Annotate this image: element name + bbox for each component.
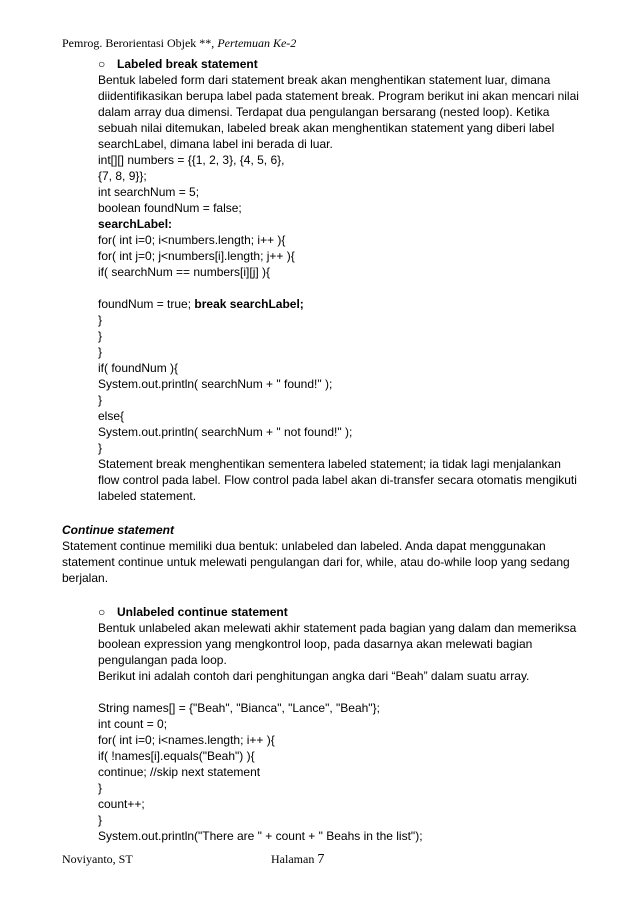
circle-bullet-icon: ○ xyxy=(98,57,106,71)
footer-author: Noviyanto, ST xyxy=(62,852,133,866)
code-line: int count = 0; xyxy=(98,717,168,731)
code-line: for( int i=0; i<names.length; i++ ){ xyxy=(98,733,275,747)
labeled-break-title: Labeled break statement xyxy=(117,57,258,71)
spacer xyxy=(62,586,582,604)
paragraph-line: Berikut ini adalah contoh dari penghitungan angka dari “Beah” dalam suatu array. xyxy=(98,669,530,683)
labeled-break-heading xyxy=(98,56,582,72)
paragraph-line: sebuah nilai ditemukan, labeled break akan menghentikan statement yang diberi label xyxy=(98,121,555,135)
break-label-statement: break searchLabel; xyxy=(194,297,304,311)
found-assign: foundNum = true; xyxy=(98,297,195,311)
paragraph-line: Statement break menghentikan sementera labeled statement; ia tidak lagi menjalankan xyxy=(98,457,561,471)
paragraph-line: flow control pada label. Flow control pada label akan di-transfer secara otomatis mengikuti xyxy=(98,473,577,487)
code-label-line xyxy=(98,216,582,232)
footer-page xyxy=(271,852,324,867)
page-number: 7 xyxy=(317,852,325,867)
code-line: if( foundNum ){ xyxy=(98,361,179,375)
paragraph-line: boolean expression yang mengkontrol loop, pada dasarnya akan melewati bagian xyxy=(98,637,533,651)
labeled-break-section xyxy=(98,56,582,504)
code-line: for( int i=0; i<numbers.length; i++ ){ xyxy=(98,233,286,247)
code-line: int searchNum = 5; xyxy=(98,185,200,199)
unlabeled-continue-section xyxy=(98,604,582,844)
paragraph-line: Bentuk unlabeled akan melewati akhir statement pada bagian yang dalam dan memeriksa xyxy=(98,621,577,635)
code-line: System.out.println("There are " + count + " Beahs in the list"); xyxy=(98,829,423,843)
search-label: searchLabel: xyxy=(98,217,173,231)
page-body xyxy=(62,56,582,844)
unlabeled-continue-heading xyxy=(98,604,582,620)
paragraph-line: berjalan. xyxy=(62,571,109,585)
header-subtitle: Pertemuan Ke-2 xyxy=(217,36,297,50)
page-label: Halaman xyxy=(271,852,318,866)
section-title: Continue statement xyxy=(62,523,175,537)
code-line: } xyxy=(98,345,103,359)
header-title: Pemrog. Berorientasi Objek **, xyxy=(62,36,218,50)
code-line: if( !names[i].equals("Beah") ){ xyxy=(98,749,255,763)
code-break-line xyxy=(98,296,582,312)
paragraph-line: searchLabel, dimana label ini berada di luar. xyxy=(98,137,333,151)
paragraph-line: Bentuk labeled form dari statement break akan menghentikan statement luar, dimana xyxy=(98,73,551,87)
spacer xyxy=(62,504,582,522)
code-line: for( int j=0; j<numbers[i].length; j++ ){ xyxy=(98,249,295,263)
continue-section xyxy=(62,522,582,586)
paragraph-line: diidentifikasikan berupa label pada statement break. Program berikut ini akan mencari nilai xyxy=(98,89,579,103)
code-line: {7, 8, 9}}; xyxy=(98,169,147,183)
code-line: if( searchNum == numbers[i][j] ){ xyxy=(98,265,271,279)
code-line: continue; //skip next statement xyxy=(98,765,261,779)
code-line: } xyxy=(98,441,103,455)
paragraph-line: labeled statement. xyxy=(98,489,197,503)
unlabeled-continue-title: Unlabeled continue statement xyxy=(117,605,288,619)
code-line: System.out.println( searchNum + " found!" ); xyxy=(98,377,333,391)
code-line: boolean foundNum = false; xyxy=(98,201,242,215)
code-line: } xyxy=(98,313,103,327)
spacer xyxy=(98,684,582,700)
code-line: } xyxy=(98,781,103,795)
paragraph-line: dalam array dua dimensi. Terdapat dua pengulangan bersarang (nested loop). Ketika xyxy=(98,105,550,119)
code-line: String names[] = {"Beah", "Bianca", "Lance", "Beah"}; xyxy=(98,701,380,715)
code-line: count++; xyxy=(98,797,145,811)
page-header xyxy=(62,36,296,50)
paragraph-line: Statement continue memiliki dua bentuk: unlabeled dan labeled. Anda dapat menggunakan xyxy=(62,539,546,553)
spacer xyxy=(98,280,582,296)
paragraph-line: pengulangan pada loop. xyxy=(98,653,227,667)
code-line: } xyxy=(98,813,103,827)
code-line: int[][] numbers = {{1, 2, 3}, {4, 5, 6}, xyxy=(98,153,285,167)
code-line: } xyxy=(98,393,103,407)
code-line: System.out.println( searchNum + " not found!" ); xyxy=(98,425,353,439)
paragraph-line: statement continue untuk melewati pengulangan dari for, while, atau do-while loop yang sedang xyxy=(62,555,570,569)
code-line: } xyxy=(98,329,103,343)
code-line: else{ xyxy=(98,409,125,423)
circle-bullet-icon: ○ xyxy=(98,605,106,619)
